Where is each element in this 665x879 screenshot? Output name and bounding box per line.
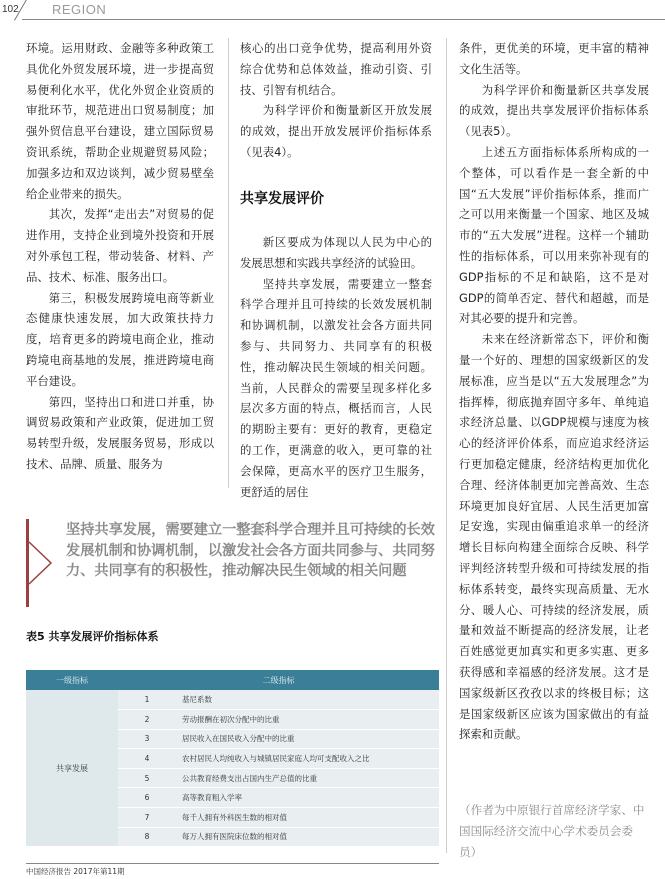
paragraph: 新区要成为体现以人民为中心的发展思想和实践共享经济的试验田。 xyxy=(240,235,432,270)
paragraph: 其次，发挥“走出去”对贸易的促进作用，支持企业到境外投资和开展对外承包工程，带动装备、材料、产品、技术、标准、服务出口。 xyxy=(26,207,214,284)
paragraph: 第三，积极发展跨境电商等新业态健康快速发展，加大政策扶持力度，培育更多的跨境电商企业，推动跨境电商基地的发展，推进跨境电商平台建设。 xyxy=(26,290,214,388)
table-cell-number: 1 xyxy=(118,690,176,710)
chevron-right-icon xyxy=(26,540,54,586)
table-caption: 表5 共享发展评价指标体系 xyxy=(26,630,159,643)
table-cell-level1: 共享发展 xyxy=(26,690,118,847)
column-2-top xyxy=(240,38,432,163)
section-name: REGION xyxy=(52,2,107,17)
page-footer: 中国经济报告 2017年第11期 xyxy=(26,863,439,877)
header-rule xyxy=(22,19,665,20)
column-divider xyxy=(446,38,447,853)
table-cell-number: 4 xyxy=(118,749,176,769)
page-header xyxy=(0,0,665,20)
table-cell-indicator: 劳动报酬在初次分配中的比重 xyxy=(176,710,439,730)
indicator-table xyxy=(26,670,439,847)
column-1 xyxy=(26,38,214,475)
paragraph: 第四，坚持出口和进口并重，协调贸易政策和产业政策，促进加工贸易转型升级，发展服务贸易，形成以技术、品牌、质量、服务为 xyxy=(26,394,214,471)
paragraph: 未来在经济新常态下，评价和衡量一个好的、理想的国家级新区的发展标准，应当是以“五大发展理念”为指挥棒，彻底抛弃固守多年、单纯追求经济总量、以GDP规模与速度为核心的经济评价体系，而应追求经济运行更加稳定健康，经济结构更加优化合理、经济体制更加完善高效、生态环境更加良好宜居、人民生活更加富足安逸，实现由偏重追求单一的经济增长目标向构建全面综合反映、科学评判经济转型升级和可持续发展的指标体系转变，最终实现高质量、无水分、暖人心、可持续的经济发展，质量和效益不断提高的经济发展，让老百姓感觉更加真实和更多实惠、更多获得感和幸福感的经济发展。这才是国家级新区孜孜以求的终极目标；这是国家级新区应该为国家做出的有益探索和贡献。 xyxy=(459,332,649,742)
table-cell-number: 7 xyxy=(118,808,176,828)
table-cell-indicator: 每万人拥有医院床位数的相对值 xyxy=(176,827,439,847)
paragraph: 环境。运用财政、金融等多种政策工具优化外贸发展环境，进一步提高贸易便利化水平，优化外贸企业资质的审批环节，规范进出口贸易制度；加强外贸信息平台建设，建立国际贸易资讯系统，帮助企业规避贸易风险；加强多边和双边谈判，减少贸易壁垒给企业带来的损失。 xyxy=(26,41,214,201)
paragraph: 核心的出口竞争优势，提高利用外资综合优势和总体效益，推动引资、引技、引智有机结合。 xyxy=(240,41,432,97)
table-header: 一级指标 xyxy=(26,670,118,690)
page-number: 102 xyxy=(2,4,19,15)
table-cell-number: 8 xyxy=(118,827,176,847)
table-row xyxy=(26,690,439,710)
table-cell-indicator: 公共教育经费支出占国内生产总值的比重 xyxy=(176,768,439,788)
table-cell-indicator: 农村居民人均纯收入与城镇居民家庭人均可支配收入之比 xyxy=(176,749,439,769)
table-header: 二级指标 xyxy=(118,670,439,690)
column-3 xyxy=(459,38,649,745)
author-note: （作者为中原银行首席经济学家、中国国际经济交流中心学术委员会委员） xyxy=(459,803,645,859)
section-heading: 共享发展评价 xyxy=(240,191,324,207)
column-2-bottom xyxy=(240,232,432,502)
paragraph: 上述五方面指标体系所构成的一个整体，可以看作是一套全新的中国“五大发展”评价指标体系，推而广之可以用来衡量一个国家、地区及城市的“五大发展”进程。这样一个辅助性的指标体系，可以用来弥补现有的GDP指标的不足和缺陷，这不是对GDP的简单否定、替代和超越，而是对其必要的提升和完善。 xyxy=(459,144,649,326)
table-cell-number: 2 xyxy=(118,710,176,730)
table-cell-number: 5 xyxy=(118,768,176,788)
table-cell-number: 6 xyxy=(118,788,176,808)
paragraph: 坚持共享发展，需要建立一整套科学合理并且可持续的长效发展机制和协调机制，以激发社会各方面共同参与、共同努力、共同享有的积极性，推动解决民生领域的相关问题。当前，人民群众的需要呈现多样化多层次多方面的特点，概括而言，人民的期盼主要有：更好的教育，更稳定的工作，更满意的收入，更可靠的社会保障，更高水平的医疗卫生服务，更舒适的居住 xyxy=(240,276,432,499)
table-cell-number: 3 xyxy=(118,729,176,749)
paragraph: 条件，更优美的环境，更丰富的精神文化生活等。 xyxy=(459,41,649,76)
pullquote: 坚持共享发展，需要建立一整套科学合理并且可持续的长效发展机制和协调机制，以激发社会各方面共同参与、共同努力、共同享有的积极性，推动解决民生领域的相关问题 xyxy=(66,522,435,579)
table-cell-indicator: 每千人拥有外科医生数的相对值 xyxy=(176,808,439,828)
paragraph: 为科学评价和衡量新区开放发展的成效，提出开放发展评价指标体系（见表4）。 xyxy=(240,103,432,159)
paragraph: 为科学评价和衡量新区共享发展的成效，提出共享发展评价指标体系（见表5）。 xyxy=(459,82,649,139)
table-cell-indicator: 高等教育粗入学率 xyxy=(176,788,439,808)
column-divider xyxy=(228,38,229,488)
table-cell-indicator: 居民收入在国民收入分配中的比重 xyxy=(176,729,439,749)
table-cell-indicator: 基尼系数 xyxy=(176,690,439,710)
